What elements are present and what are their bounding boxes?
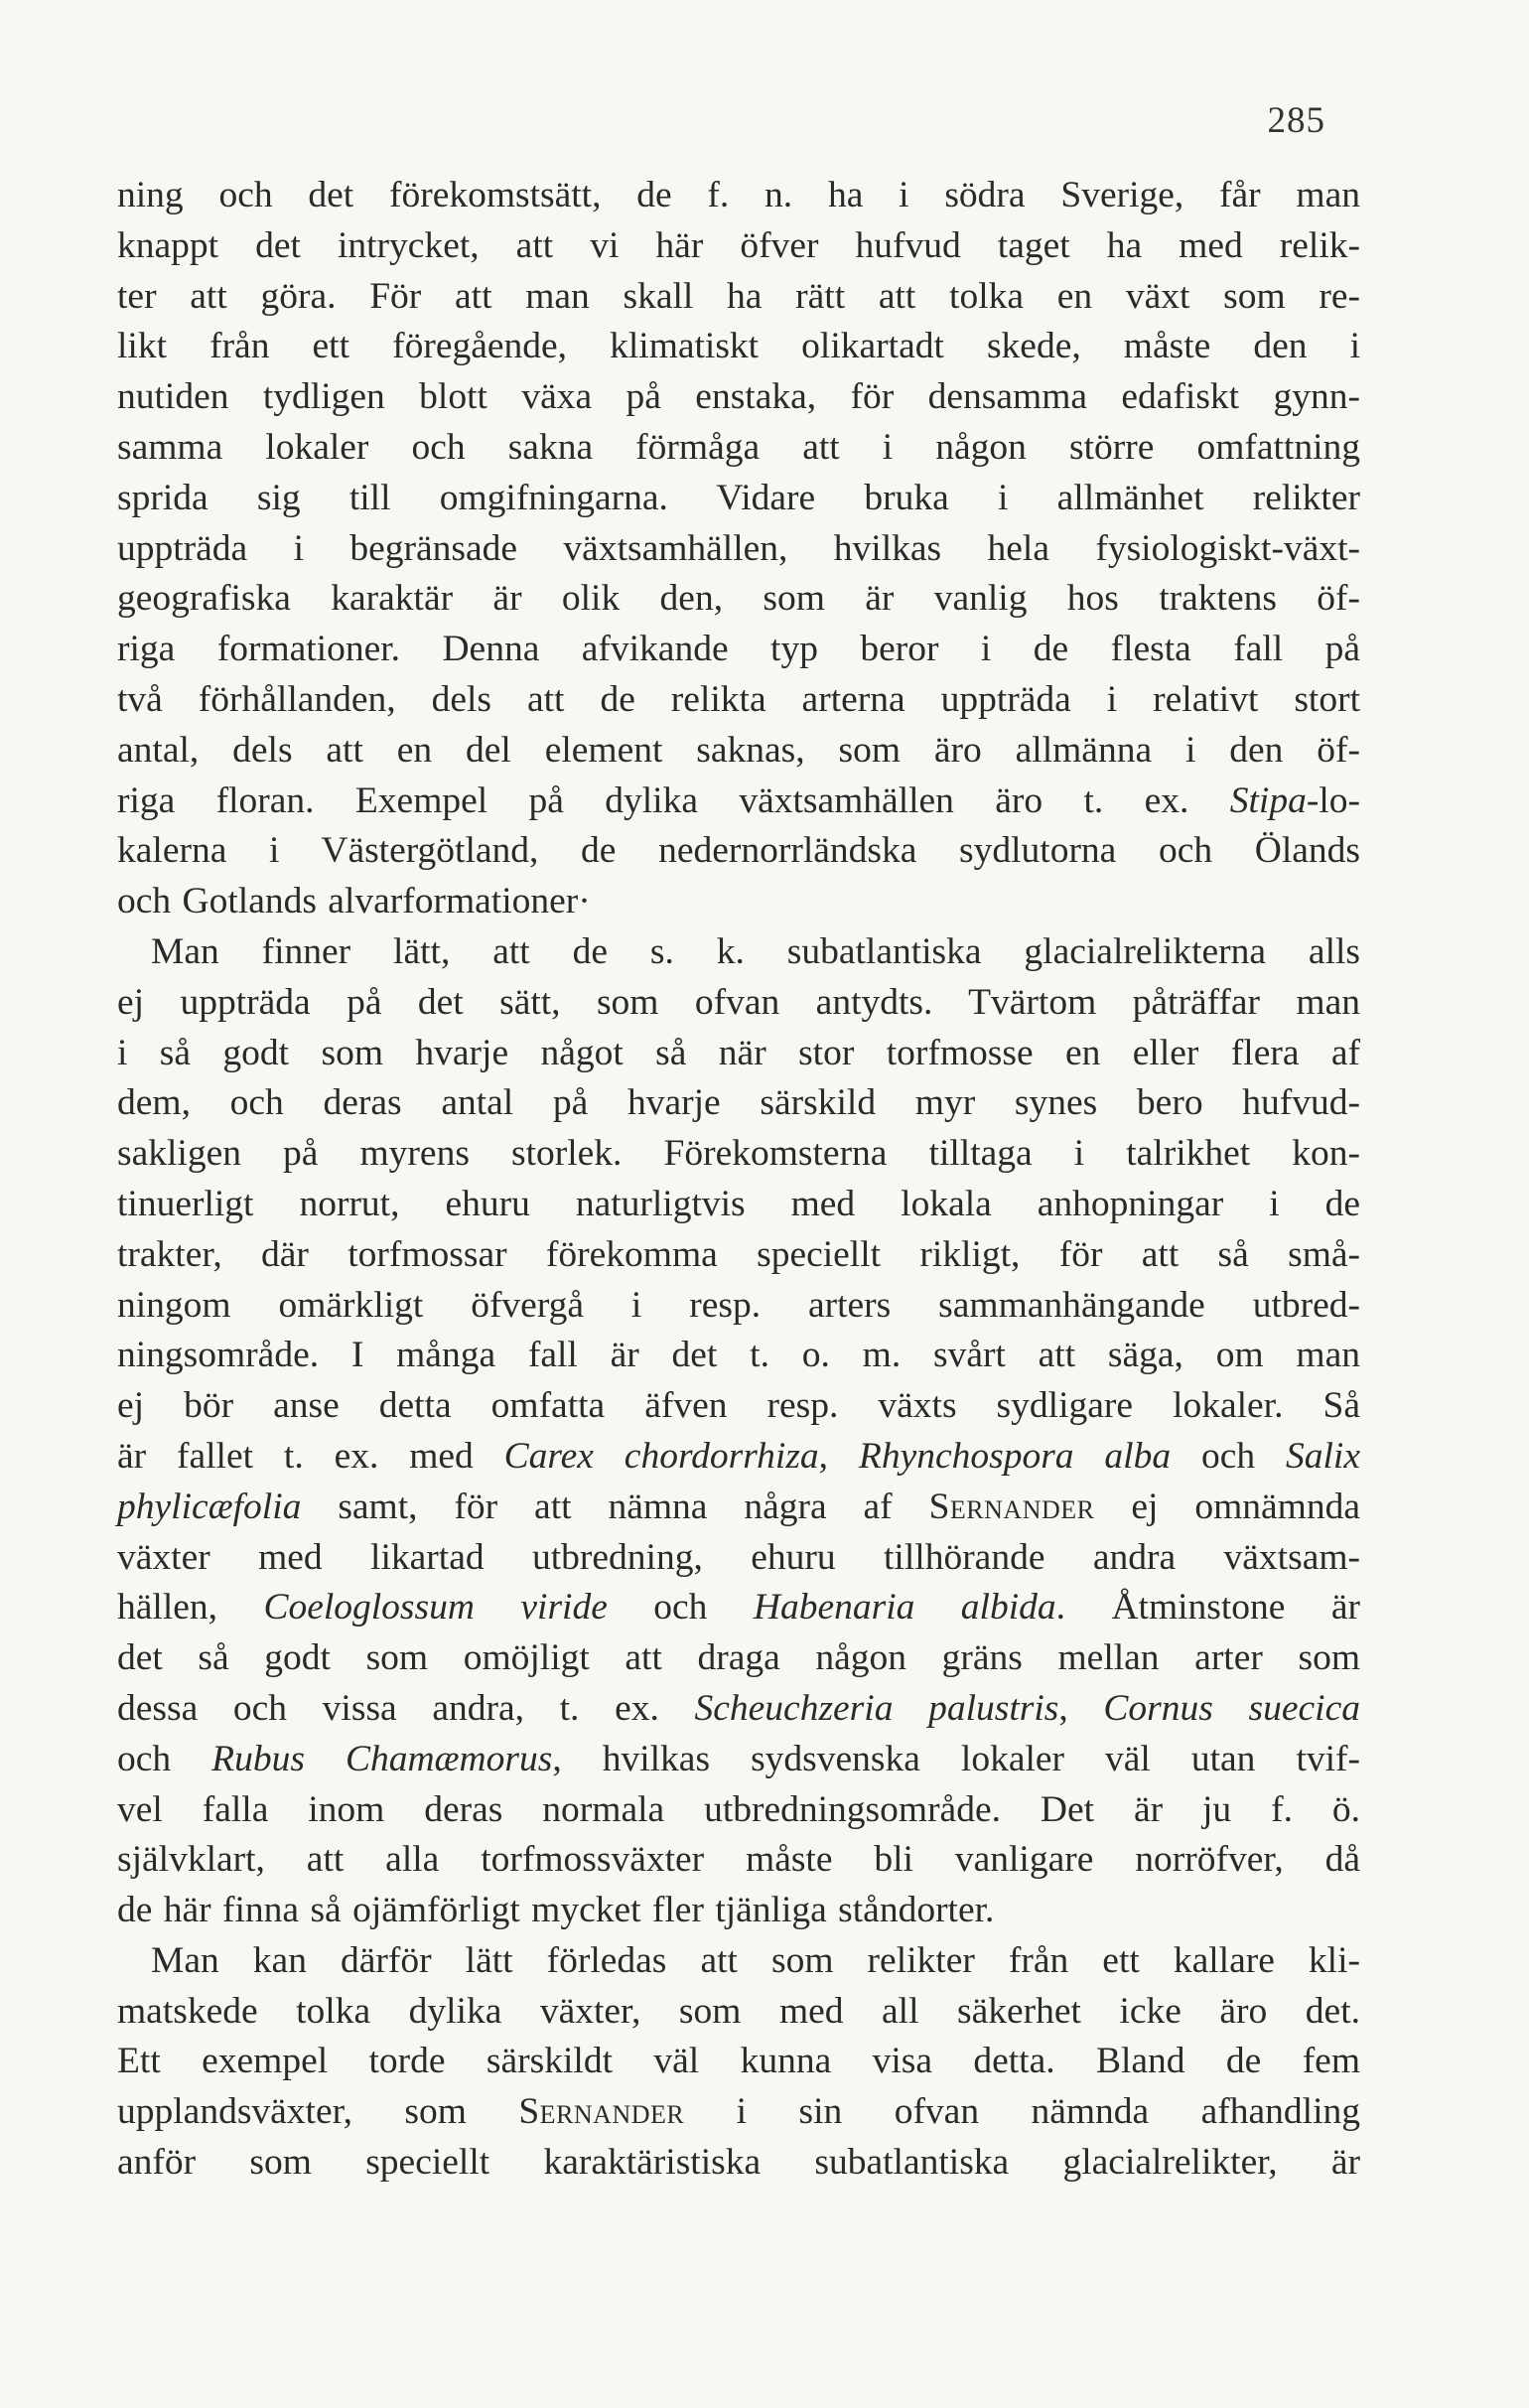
- text-line: [117, 1583, 1360, 1633]
- text-line: kalerna i Västergötland, de nedernorrländska sydlutorna och Ölands: [117, 830, 1360, 872]
- text-line: de här finna så ojämförligt mycket fler tjänliga ståndorter.: [117, 1890, 995, 1931]
- text-run: dessa och vissa andra, t. ex.: [117, 1687, 695, 1729]
- text-run: hällen,: [117, 1587, 264, 1629]
- text-line: två förhållanden, dels att de relikta arterna uppträda i relativt stort: [117, 678, 1360, 720]
- text-line: det så godt som omöjligt att draga någon gräns mellan arter som: [117, 1637, 1360, 1679]
- text-run: ,: [1058, 1687, 1104, 1729]
- text-line: ter att göra. För att man skall ha rätt att tolka en växt som re-: [117, 275, 1360, 317]
- taxon-name: Coeloglossum viride: [263, 1587, 608, 1629]
- text-line: ningsområde. I många fall är det t. o. m. svårt att säga, om man: [117, 1335, 1360, 1376]
- text-line: ningom omärkligt öfvergå i resp. arters sammanhängande utbred-: [117, 1284, 1360, 1326]
- text-line: anför som speciellt karaktäristiska subatlantiska glacialrelikter, är: [117, 2142, 1360, 2184]
- taxon-name: phylicæfolia: [117, 1486, 302, 1527]
- text-line: uppträda i begränsade växtsamhällen, hvilkas hela fysiologiskt-växt-: [117, 527, 1360, 569]
- text-run: är fallet t. ex. med: [117, 1435, 504, 1477]
- taxon-name: Stipa: [1229, 779, 1307, 821]
- text-line: matskede tolka dylika växter, som med all säkerhet icke äro det.: [117, 1990, 1360, 2032]
- text-line: ej bör anse detta omfatta äfven resp. växts sydligare lokaler. Så: [117, 1385, 1360, 1427]
- text-run: , hvilkas sydsvenska lokaler väl utan tvif-: [552, 1738, 1361, 1779]
- text-line: riga formationer. Denna afvikande typ beror i de flesta fall på: [117, 629, 1360, 670]
- text-line: ning och det förekomstsätt, de f. n. ha i södra Sverige, får man: [117, 175, 1360, 215]
- taxon-name: Rubus Chamæmorus: [211, 1738, 553, 1779]
- text-run: -lo-: [1306, 779, 1360, 821]
- text-run: ej omnämnda: [1094, 1486, 1360, 1527]
- text-run: ,: [818, 1435, 859, 1477]
- text-line: likt från ett föregående, klimatiskt olikartadt skede, måste den i: [117, 326, 1360, 367]
- text-run: i sin ofvan nämnda afhandling: [684, 2091, 1360, 2133]
- taxon-name: Cornus suecica: [1103, 1687, 1360, 1729]
- text-run: riga floran. Exempel på dylika växtsamhällen äro t. ex.: [117, 779, 1230, 821]
- text-line: växter med likartad utbredning, ehuru tillhörande andra växtsam-: [117, 1536, 1360, 1578]
- text-line: Man finner lätt, att de s. k. subatlantiska glacialrelikterna alls: [151, 930, 1360, 972]
- taxon-name: Scheuchzeria palustris: [694, 1687, 1059, 1729]
- text-run: . Åtminstone är: [1055, 1587, 1360, 1629]
- author-name: Sernander: [928, 1486, 1095, 1527]
- taxon-name: Carex chordorrhiza: [503, 1435, 819, 1477]
- text-line: vel falla inom deras normala utbredningsområde. Det är ju f. ö.: [117, 1788, 1360, 1830]
- text-line: självklart, att alla torfmossväxter måste bli vanligare norröfver, då: [117, 1839, 1360, 1881]
- text-line: dem, och deras antal på hvarje särskild myr synes bero hufvud-: [117, 1082, 1360, 1124]
- taxon-name: Habenaria albida: [753, 1587, 1056, 1629]
- text-run: samt, för att nämna några af: [301, 1486, 929, 1527]
- text-line: och Gotlands alvarformationer·: [117, 881, 591, 922]
- text-line: geografiska karaktär är olik den, som är vanlig hos traktens öf-: [117, 578, 1360, 620]
- text-line: [117, 1684, 1360, 1735]
- text-line: ej uppträda på det sätt, som ofvan antydts. Tvärtom påträffar man: [117, 981, 1360, 1023]
- text-run: och: [1171, 1435, 1287, 1477]
- text-line: antal, dels att en del element saknas, som äro allmänna i den öf-: [117, 729, 1360, 771]
- text-line: Man kan därför lätt förledas att som relikter från ett kallare kli-: [151, 1939, 1360, 1981]
- text-line: [117, 2087, 1360, 2138]
- text-line: tinuerligt norrut, ehuru naturligtvis med lokala anhopningar i de: [117, 1183, 1360, 1224]
- text-line: [117, 1735, 1360, 1785]
- text-run: och: [607, 1587, 754, 1629]
- text-line: [117, 777, 1360, 827]
- taxon-name: Salix: [1286, 1435, 1360, 1477]
- text-run: upplandsväxter, som: [117, 2091, 519, 2133]
- body-text: [117, 171, 1360, 2189]
- text-line: knappt det intrycket, att vi här öfver hufvud taget ha med relik-: [117, 224, 1360, 266]
- text-line: sprida sig till omgifningarna. Vidare bruka i allmänhet relikter: [117, 477, 1360, 518]
- text-line: sakligen på myrens storlek. Förekomsterna tilltaga i talrikhet kon-: [117, 1133, 1360, 1175]
- text-line: [117, 1483, 1360, 1533]
- text-line: i så godt som hvarje något så när stor torfmosse en eller flera af: [117, 1032, 1360, 1073]
- page-number: 285: [1267, 100, 1325, 141]
- text-line: nutiden tydligen blott växa på enstaka, för densamma edafiskt gynn-: [117, 376, 1360, 418]
- text-line: trakter, där torfmossar förekomma speciellt rikligt, för att så små-: [117, 1233, 1360, 1275]
- text-run: och: [117, 1738, 212, 1779]
- text-line: [117, 1432, 1360, 1483]
- text-line: samma lokaler och sakna förmåga att i någon större omfattning: [117, 426, 1360, 468]
- text-line: Ett exempel torde särskildt väl kunna visa detta. Bland de fem: [117, 2041, 1360, 2082]
- taxon-name: Rhynchospora alba: [858, 1435, 1172, 1477]
- author-name: Sernander: [518, 2091, 685, 2133]
